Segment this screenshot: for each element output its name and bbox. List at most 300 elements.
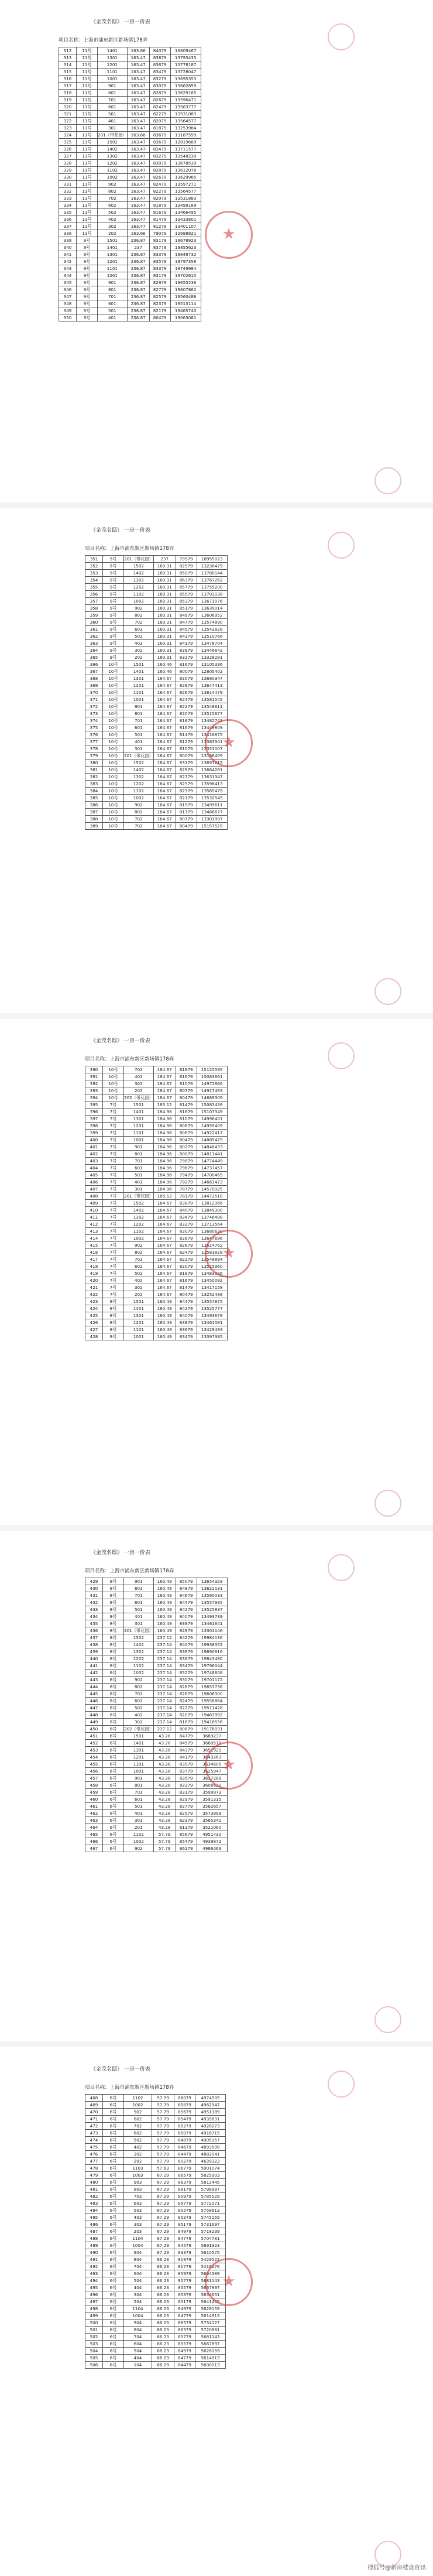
total-price-cell: 13809467 xyxy=(170,47,201,54)
total-price-cell: 13450092 xyxy=(197,1277,227,1284)
unit-cell: 1003 xyxy=(124,2172,152,2179)
unit-cell: 1002 xyxy=(124,598,154,605)
table-row xyxy=(85,1691,228,1698)
table-row xyxy=(59,153,201,160)
unit-cell: 701 xyxy=(124,1158,154,1165)
unit-price-cell: 81079 xyxy=(176,1116,197,1123)
area-cell: 160.31 xyxy=(153,626,176,633)
row-number-cell: 436 xyxy=(85,1627,103,1634)
area-cell: 160.49 xyxy=(153,1620,176,1627)
unit-cell: 501 xyxy=(98,111,128,118)
row-number-cell: 489 xyxy=(85,2242,103,2249)
area-cell: 237.14 xyxy=(153,1677,176,1684)
total-price-cell: 13187559 xyxy=(170,132,201,139)
total-price-cell: 13793435 xyxy=(170,54,201,61)
area-cell: 66.23 xyxy=(152,2270,174,2277)
unit-price-cell: 83879 xyxy=(176,1648,197,1655)
table-row xyxy=(85,2362,226,2369)
unit-cell: 902 xyxy=(124,802,154,809)
unit-cell: 501 xyxy=(124,1803,154,1810)
building-cell: 6号 xyxy=(103,2144,124,2151)
table-row xyxy=(59,300,201,307)
building-cell: 6号 xyxy=(103,1782,124,1789)
row-number-cell: 472 xyxy=(85,2123,103,2130)
table-row xyxy=(85,1620,228,1627)
unit-cell: 401 xyxy=(124,1810,154,1817)
row-number-cell: 341 xyxy=(59,251,77,258)
unit-price-cell: 84779 xyxy=(174,2312,195,2320)
building-cell: 10号 xyxy=(103,816,124,823)
unit-price-cell: 82879 xyxy=(176,1235,197,1242)
building-cell: 9号 xyxy=(103,633,124,640)
unit-price-table xyxy=(85,2094,226,2369)
row-number-cell: 469 xyxy=(85,2102,103,2109)
total-price-cell: 13755200 xyxy=(197,584,227,591)
unit-cell: 601 xyxy=(98,104,128,111)
unit-price-cell: 79679 xyxy=(176,1165,197,1172)
building-cell: 7号 xyxy=(103,1284,124,1291)
table-row xyxy=(85,612,228,619)
total-price-cell: 13301997 xyxy=(197,816,227,823)
table-row xyxy=(85,1284,228,1291)
building-cell: 10号 xyxy=(103,802,124,809)
total-price-cell: 13639014 xyxy=(197,605,227,612)
building-cell: 8号 xyxy=(103,1319,124,1326)
area-cell: 66.23 xyxy=(152,2348,174,2355)
total-price-cell: 19607862 xyxy=(170,286,201,293)
unit-cell: 1002 xyxy=(124,2102,152,2109)
unit-cell: 501 xyxy=(124,731,154,738)
total-price-cell: 5681143 xyxy=(195,2277,226,2284)
page-title: 《金茂名邸》 一房一价表 xyxy=(91,1550,150,1556)
building-cell: 7号 xyxy=(103,1165,124,1172)
row-number-cell: 366 xyxy=(85,661,103,668)
unit-cell: 1302 xyxy=(124,577,154,584)
area-cell: 164.67 xyxy=(153,717,176,724)
total-price-cell: 3660579 xyxy=(197,1740,227,1747)
row-number-cell: 387 xyxy=(85,809,103,816)
building-cell: 6号 xyxy=(103,2207,124,2214)
unit-cell: 202 xyxy=(98,230,128,237)
unit-price-cell: 80879 xyxy=(176,1726,197,1733)
unit-price-cell: 80479 xyxy=(176,1094,197,1101)
area-cell: 163.47 xyxy=(127,153,149,160)
area-cell: 184.67 xyxy=(153,1087,176,1094)
unit-cell: 1502 xyxy=(124,1634,154,1641)
page-title: 《金茂名邸》 一房一价表 xyxy=(91,2067,150,2072)
table-row xyxy=(59,111,201,118)
building-cell: 9号 xyxy=(77,279,98,286)
total-price-cell: 5600113 xyxy=(195,2362,226,2369)
faint-seal-stamp xyxy=(328,23,355,50)
table-row xyxy=(85,809,228,816)
building-cell: 8号 xyxy=(103,1620,124,1627)
total-price-cell: 13564577 xyxy=(170,188,201,195)
total-price-cell: 19984136 xyxy=(197,1634,227,1641)
table-row xyxy=(85,1670,228,1677)
area-cell: 164.67 xyxy=(153,696,176,703)
unit-price-cell: 85779 xyxy=(174,2277,195,2284)
unit-cell: 302 xyxy=(124,647,154,654)
total-price-cell: 4962947 xyxy=(195,2102,226,2109)
building-cell: 6号 xyxy=(103,2228,124,2235)
building-cell: 7号 xyxy=(103,1172,124,1179)
unit-price-cell: 84979 xyxy=(174,2348,195,2355)
row-number-cell: 359 xyxy=(85,612,103,619)
row-number-cell: 476 xyxy=(85,2151,103,2158)
table-row xyxy=(59,174,201,181)
building-cell: 10号 xyxy=(103,689,124,696)
unit-cell: 1002 xyxy=(124,795,154,802)
unit-cell: 802 xyxy=(124,612,154,619)
unit-cell: 503 xyxy=(124,2207,152,2214)
building-cell: 8号 xyxy=(103,1677,124,1684)
table-row xyxy=(85,1641,228,1648)
unit-price-cell: 78779 xyxy=(176,1186,197,1193)
total-price-cell: 14570925 xyxy=(197,1186,227,1193)
area-cell: 184.96 xyxy=(153,1151,176,1158)
building-cell: 11号 xyxy=(77,47,98,54)
unit-cell: 301 xyxy=(124,1186,154,1193)
row-number-cell: 378 xyxy=(85,745,103,752)
area-cell: 66.23 xyxy=(152,2298,174,2305)
total-price-cell: 14663473 xyxy=(197,1179,227,1186)
area-cell: 43.28 xyxy=(153,1803,176,1810)
unit-price-cell: 82979 xyxy=(149,279,170,286)
area-cell: 184.67 xyxy=(153,1066,176,1073)
total-price-cell: 13478704 xyxy=(197,640,227,647)
unit-price-cell: 85379 xyxy=(176,598,197,605)
unit-cell: 1102 xyxy=(124,591,154,598)
table-row xyxy=(59,69,201,76)
unit-cell: 802 xyxy=(98,188,128,195)
building-cell: 9号 xyxy=(103,626,124,633)
unit-price-cell: 83479 xyxy=(176,1662,197,1670)
total-price-cell: 5614913 xyxy=(195,2312,226,2320)
table-row xyxy=(85,816,228,823)
building-cell: 9号 xyxy=(103,556,124,563)
table-row xyxy=(59,216,201,223)
unit-cell: 1401 xyxy=(124,1740,154,1747)
row-number-cell: 495 xyxy=(85,2284,103,2291)
total-price-cell: 14472510 xyxy=(197,1193,227,1200)
row-number-cell: 360 xyxy=(85,619,103,626)
area-cell: 67.29 xyxy=(152,2179,174,2186)
table-row xyxy=(85,1326,228,1333)
row-number-cell: 346 xyxy=(59,286,77,293)
unit-price-cell: 84179 xyxy=(176,1754,197,1761)
building-cell: 8号 xyxy=(103,1312,124,1319)
total-price-cell: 5812445 xyxy=(195,2179,226,2186)
total-price-cell: 13565479 xyxy=(197,788,227,795)
area-cell: 164.67 xyxy=(153,682,176,689)
area-cell: 67.29 xyxy=(152,2221,174,2228)
building-cell: 6号 xyxy=(103,1789,124,1796)
unit-cell: 804 xyxy=(124,2327,152,2334)
unit-cell: 1001 xyxy=(124,1333,154,1340)
area-cell: 184.96 xyxy=(153,1179,176,1186)
unit-price-cell: 81079 xyxy=(176,745,197,752)
unit-price-cell: 80079 xyxy=(176,668,197,675)
table-row xyxy=(85,717,228,724)
area-cell: 43.28 xyxy=(153,1740,176,1747)
area-cell: 163.66 xyxy=(127,230,149,237)
area-cell: 163.47 xyxy=(127,181,149,188)
area-cell: 160.49 xyxy=(153,1599,176,1606)
row-number-cell: 318 xyxy=(59,90,77,97)
red-seal-stamp xyxy=(205,1230,253,1278)
row-number-cell: 363 xyxy=(85,640,103,647)
total-price-cell: 5758613 xyxy=(195,2207,226,2214)
building-cell: 11号 xyxy=(77,54,98,61)
unit-cell: 1502 xyxy=(124,760,154,767)
total-price-cell: 13461641 xyxy=(197,1620,227,1627)
unit-price-cell: 81479 xyxy=(176,1101,197,1109)
total-price-cell: 19938352 xyxy=(197,1641,227,1648)
total-price-cell: 13780144 xyxy=(197,570,227,577)
unit-price-cell: 83179 xyxy=(176,1789,197,1796)
table-row xyxy=(85,1796,228,1803)
area-cell: 163.47 xyxy=(127,69,149,76)
total-price-cell: 3608631 xyxy=(197,1782,227,1789)
total-price-cell: 13531083 xyxy=(170,111,201,118)
table-row xyxy=(85,1291,228,1298)
unit-price-cell: 83179 xyxy=(176,760,197,767)
row-number-cell: 375 xyxy=(85,724,103,731)
total-price-cell: 13597271 xyxy=(170,181,201,188)
building-cell: 10号 xyxy=(103,1094,124,1101)
building-cell: 7号 xyxy=(103,1235,124,1242)
unit-cell: 202（带花园） xyxy=(124,1726,153,1732)
building-cell: 11号 xyxy=(77,125,98,132)
unit-price-cell: 84979 xyxy=(174,2305,195,2312)
total-price-cell: 5734127 xyxy=(195,2320,226,2327)
unit-cell: 1401 xyxy=(124,1305,154,1312)
area-cell: 237.14 xyxy=(153,1662,176,1670)
row-number-cell: 498 xyxy=(85,2305,103,2312)
table-row xyxy=(85,1200,228,1207)
unit-cell: 801 xyxy=(124,1585,154,1592)
total-price-cell: 4639323 xyxy=(195,2158,226,2165)
table-row xyxy=(85,760,228,767)
row-number-cell: 488 xyxy=(85,2235,103,2242)
building-cell: 10号 xyxy=(103,710,124,717)
row-number-cell: 358 xyxy=(85,605,103,612)
row-number-cell: 485 xyxy=(85,2214,103,2221)
unit-cell: 1101 xyxy=(124,1130,154,1137)
building-cell: 8号 xyxy=(103,1726,124,1733)
building-cell: 9号 xyxy=(77,293,98,300)
table-row xyxy=(85,1845,228,1852)
unit-cell: 702 xyxy=(124,1691,154,1698)
area-cell: 164.67 xyxy=(153,1249,176,1256)
table-row xyxy=(85,1263,228,1270)
total-price-cell: 5825903 xyxy=(195,2172,226,2179)
unit-cell: 1002 xyxy=(124,1235,154,1242)
building-cell: 6号 xyxy=(103,2235,124,2242)
row-number-cell: 417 xyxy=(85,1256,103,1263)
unit-price-cell: 82279 xyxy=(176,1705,197,1712)
unit-cell: 902 xyxy=(124,1677,154,1684)
unit-cell: 602 xyxy=(124,626,154,633)
table-row xyxy=(59,286,201,293)
row-number-cell: 480 xyxy=(85,2179,103,2186)
unit-cell: 601 xyxy=(124,724,154,731)
table-row xyxy=(59,265,201,272)
unit-cell: 802 xyxy=(124,1684,154,1691)
building-cell: 8号 xyxy=(103,1333,124,1340)
unit-cell: 601 xyxy=(124,1796,154,1803)
row-number-cell: 351 xyxy=(85,556,103,563)
building-cell: 6号 xyxy=(103,2130,124,2137)
table-row xyxy=(85,1172,228,1179)
area-cell: 236.87 xyxy=(127,300,149,307)
table-row xyxy=(85,1305,228,1312)
unit-price-cell: 84579 xyxy=(176,1740,197,1747)
unit-price-cell: 81679 xyxy=(176,1277,197,1284)
building-cell: 11号 xyxy=(77,90,98,97)
building-cell: 8号 xyxy=(103,1712,124,1719)
table-row xyxy=(85,752,228,760)
building-cell: 11号 xyxy=(77,69,98,76)
table-row xyxy=(59,61,201,69)
area-cell: 237.14 xyxy=(153,1641,176,1648)
total-price-cell: 13548611 xyxy=(197,703,227,710)
total-price-cell: 19848732 xyxy=(170,251,201,258)
row-number-cell: 462 xyxy=(85,1810,103,1817)
unit-cell: 502 xyxy=(124,633,154,640)
building-cell: 9号 xyxy=(103,640,124,647)
building-cell: 11号 xyxy=(77,153,98,160)
table-row xyxy=(85,774,228,781)
row-number-cell: 420 xyxy=(85,1277,103,1284)
area-cell: 66.23 xyxy=(152,2277,174,2284)
unit-price-cell: 79479 xyxy=(176,1172,197,1179)
table-row xyxy=(85,584,228,591)
table-row xyxy=(85,1123,228,1130)
total-price-cell: 13845300 xyxy=(197,1207,227,1214)
area-cell: 66.23 xyxy=(152,2256,174,2263)
area-cell: 164.67 xyxy=(153,781,176,788)
total-price-cell: 19748608 xyxy=(197,1670,227,1677)
unit-price-cell: 81879 xyxy=(176,717,197,724)
total-price-cell: 13629165 xyxy=(170,90,201,97)
unit-price-cell: 85479 xyxy=(176,1838,197,1845)
area-cell: 160.49 xyxy=(153,1305,176,1312)
building-cell: 6号 xyxy=(103,2214,124,2221)
total-price-cell: 5718239 xyxy=(195,2228,226,2235)
building-cell: 7号 xyxy=(103,1263,124,1270)
table-row xyxy=(85,1705,228,1712)
row-number-cell: 398 xyxy=(85,1123,103,1130)
area-cell: 67.29 xyxy=(152,2207,174,2214)
project-name: 项目名称：上海市浦东新区新场镇178弄 xyxy=(85,1568,174,1574)
unit-price-cell: 81379 xyxy=(176,1824,197,1831)
table-row xyxy=(85,1151,228,1158)
unit-price-cell: 84079 xyxy=(176,1641,197,1648)
table-row xyxy=(59,195,201,202)
total-price-cell: 14811441 xyxy=(197,1151,227,1158)
unit-price-cell: 83379 xyxy=(176,1782,197,1789)
unit-cell: 801 xyxy=(124,1151,154,1158)
building-cell: 10号 xyxy=(103,661,124,668)
area-cell: 164.67 xyxy=(153,816,176,823)
unit-cell: 704 xyxy=(124,2334,152,2341)
unit-price-cell: 84779 xyxy=(174,2235,195,2242)
row-number-cell: 482 xyxy=(85,2193,103,2200)
total-price-cell: 13531883 xyxy=(170,195,201,202)
row-number-cell: 432 xyxy=(85,1599,103,1606)
area-cell: 163.47 xyxy=(127,97,149,104)
table-row xyxy=(85,1831,228,1838)
row-number-cell: 329 xyxy=(59,167,77,174)
building-cell: 6号 xyxy=(103,2158,124,2165)
area-cell: 164.67 xyxy=(153,1200,176,1207)
unit-price-cell: 83779 xyxy=(149,244,170,251)
row-number-cell: 423 xyxy=(85,1298,103,1305)
building-cell: 8号 xyxy=(103,1698,124,1705)
row-number-cell: 496 xyxy=(85,2291,103,2298)
area-cell: 164.67 xyxy=(153,1242,176,1249)
unit-cell: 402 xyxy=(124,1712,154,1719)
unit-price-cell: 86779 xyxy=(174,2165,195,2172)
area-cell: 237.14 xyxy=(153,1705,176,1712)
unit-cell: 202 xyxy=(124,2158,152,2165)
unit-cell: 1202 xyxy=(124,584,154,591)
unit-cell: 502 xyxy=(98,209,128,216)
building-cell: 8号 xyxy=(103,1691,124,1698)
building-cell: 6号 xyxy=(103,1747,124,1754)
row-number-cell: 390 xyxy=(85,1066,103,1073)
unit-price-cell: 84079 xyxy=(176,1207,197,1214)
unit-price-cell: 82479 xyxy=(149,104,170,111)
building-cell: 10号 xyxy=(103,760,124,767)
table-row xyxy=(85,1655,228,1662)
table-row xyxy=(85,2242,226,2249)
total-price-cell: 13680347 xyxy=(197,675,227,682)
area-cell: 163.47 xyxy=(127,160,149,167)
unit-cell: 1501 xyxy=(124,1101,154,1109)
table-row xyxy=(85,1158,228,1165)
total-price-cell: 5610575 xyxy=(195,2249,226,2256)
unit-cell: 702 xyxy=(124,816,154,823)
unit-cell: 402 xyxy=(98,216,128,223)
area-cell: 164.67 xyxy=(153,795,176,802)
table-row xyxy=(85,2334,226,2341)
unit-cell: 1202 xyxy=(124,1655,154,1662)
area-cell: 164.67 xyxy=(153,724,176,731)
faint-seal-stamp xyxy=(374,2006,401,2033)
area-cell: 164.67 xyxy=(153,1277,176,1284)
area-cell: 237.14 xyxy=(153,1655,176,1662)
unit-cell: 702 xyxy=(124,823,154,830)
building-cell: 6号 xyxy=(103,1761,124,1768)
unit-price-cell: 83679 xyxy=(149,61,170,69)
unit-price-table xyxy=(59,47,201,321)
total-price-cell: 13186409 xyxy=(197,752,227,760)
unit-cell: 1201 xyxy=(124,1754,154,1761)
unit-price-table xyxy=(85,1066,228,1340)
row-number-cell: 424 xyxy=(85,1305,103,1312)
area-cell: 236.87 xyxy=(127,237,149,244)
table-row xyxy=(85,1109,228,1116)
table-row xyxy=(85,2193,226,2200)
total-price-cell: 4905157 xyxy=(195,2137,226,2144)
total-price-cell: 13647696 xyxy=(197,1235,227,1242)
total-price-cell: 15120595 xyxy=(197,1066,227,1073)
table-row xyxy=(59,188,201,195)
table-row xyxy=(59,314,201,321)
